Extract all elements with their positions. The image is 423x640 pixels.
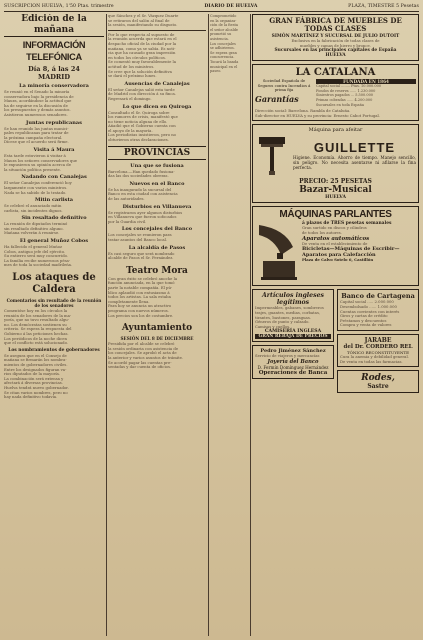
subhead: La minoría conservadora: [19, 83, 89, 89]
article-text: La reunión de diputados terminó sin resultado definitivo alguno. Mañana volverán á reunirse.: [4, 222, 68, 236]
ad-text: Cura la anemia y debilidad general. De venta en todas las farmacias.: [340, 354, 409, 364]
maquinas-sub: á plazos de TRES pesetas semanales: [302, 221, 392, 227]
column-rule: [208, 14, 209, 636]
article-text: Los concejales se reunieron para tratar asuntos del Banco local.: [108, 233, 172, 242]
article-text: El señor Canalejas salió esta tarde de Madrid con dirección á su finca. Regresará el domingo.: [108, 87, 176, 101]
ad-jimenez: [252, 345, 334, 379]
fundada-badge: FUNDADA EN 1864: [316, 79, 416, 84]
article-text: que Sánchez y el Sr. Vázquez Duarte se retiraron del salón al final de la sesión, manifestando su disgusto.: [108, 14, 179, 28]
subhead: Ausencias de Canalejas: [124, 80, 190, 87]
masthead-center: DIARIO DE HUELVA: [204, 4, 258, 9]
article-text: Se asegura que en el Consejo de mañana se firmarán los nombra- mientos de gobernadores civiles. Entre los designados figuran va- rios diputados de la mayoría. La combinación será extensa y afectará á diversas provincias. Huelva tendrá nuevo gobernador. Se citan varios nombres, pero no hay nada definitivo todavía.: [4, 353, 69, 400]
ad-muebles-sub: SIMÓN MARTÍNEZ Y SUCURSAL DE JULIO DUTOIT: [271, 34, 400, 39]
jimenez-label: Pedro Jiménez Sánchez: [260, 348, 326, 355]
article-text: Consultado el Sr. Quiroga sobre los rumores de crisis, manifestó que no tiene noticia alguna de ello. Añadió que el Gobierno cuenta con el apoyo de la mayoría. Los periodistas insistieron, pero no obtuvieron otras declaraciones.: [108, 110, 178, 143]
ad-maquinas: [252, 206, 419, 286]
ad-rodes: [337, 370, 419, 393]
article-text: Con gran éxito se celebró anoche la función anunciada, en la que tomó parte la notable compañía. El pú- blico aplaudió con entusiasmo á todos los artistas. La sala estaba completamente llena. Para hoy se anuncia un atractivo programa con nuevos números. Los precios son los de costumbre.: [108, 276, 178, 318]
ad-text: De venta en el establecimiento de: [302, 241, 368, 246]
article-text: Esta tarde estuvieron á visitar á Maura los señores conservadores que le expusieron su opinión acerca de la situación política presente.: [4, 153, 78, 172]
divider: [108, 30, 206, 31]
headline-provincias: PROVINCIAS: [108, 146, 206, 160]
dateline: Día 8, á las 24: [28, 65, 80, 73]
garantias-label: Garantías: [255, 94, 299, 105]
ad-muebles-title: GRAN FÁBRICA DE MUEBLES DE TODAS CLASES: [269, 16, 402, 33]
column-ads: [252, 14, 419, 636]
article-text: Ha fallecido el general Muñoz Cobos, antiguo jefe del ejército. Su entierro será muy concurrido. La familia recibe numerosos pésa- mes de toda la sociedad madrileña.: [4, 245, 73, 268]
bazar-title: Bazar-Musical: [299, 185, 372, 196]
bicicletas-label: Bicicletas—Máquinas de Escribir—Aparatos para Calefacción: [302, 246, 400, 259]
maquinas-title: MÁQUINAS PARLANTES: [279, 209, 392, 221]
ad-banco: [337, 289, 419, 331]
gramophone-icon: [255, 221, 299, 283]
ad-muebles-line: Sucursales en las principales capitales de España: [274, 48, 397, 54]
article-text: Comentóse hoy en los círculos la reunión de los senadores de la ma- yoría, que no tuvo resultado algu- no. Los demócratas sostienen su criterio. Se espera la respuesta del Gobierno á las peticiones hechas. Los periódicos de la noche dicen que el conflicto está solucionado.: [4, 309, 72, 346]
razor-icon: [255, 133, 289, 177]
headline-caldera: Los ataques de Caldera: [12, 272, 96, 296]
castillon-label: Plaza de Calvo Sotelo 6, Castillón: [302, 257, 374, 263]
camiseria-label: CAMISERÍA INGLESA: [264, 329, 322, 335]
subhead: SESIÓN DEL 8 DE DICIEMBRE: [120, 336, 194, 342]
hijos-label: D. Fermín Domínguez Hernández: [257, 364, 329, 370]
subhead: Nuevos en el Banco: [129, 180, 185, 187]
bazar-loc: HUELVA: [325, 195, 346, 201]
guillette-price: PRECIO: 25 PESETAS: [299, 178, 372, 186]
guillette-title: GUILLETTE: [313, 140, 396, 156]
ad-text: Exclusiva en la fabricación de todas clases de muebles y camas de hierro y bronce.: [291, 39, 380, 48]
masthead-right: PLAZA, TIMESTRE 5 Pesetas: [348, 4, 419, 9]
guillette-top: Máquina para afeitar: [308, 127, 363, 134]
catalana-title: LA CATALANA: [295, 67, 376, 79]
column-rule: [106, 14, 107, 636]
edition-title: Edición de la mañana: [4, 14, 104, 37]
guillette-desc: Higiene. Economía. Ahorro de tiempo. Manejo sencillo, sin peligro. No necesita asentarse ni afilarse la fina perfecta.: [293, 155, 416, 171]
aparatos-label: Aparatos automáticos: [302, 235, 370, 242]
operaciones-label: Operaciones de Banca: [258, 369, 328, 376]
articulos-title: Artículos ingleses legítimos: [261, 292, 325, 307]
article-text: Comprometido en la organiza- ción de la fiesta el señor alcalde prometió su asistencia. Los concejales se adhirieron. Se espera gran concurrencia. Tocará la banda municipal en el paseo.: [210, 14, 239, 74]
banco-title: Banco de Cartagena: [341, 292, 415, 301]
subhead: El general Muñoz Cobos: [19, 238, 89, 245]
article-text: Se registraron ayer algunos disturbios en Villanueva que fueron sofocados por la Guardia civil.: [108, 210, 183, 224]
ad-text: Gran surtido en discos y cilindros de todos los autores.: [302, 226, 367, 235]
place: MADRID: [38, 73, 70, 81]
masthead: [4, 2, 419, 12]
article-text: Barcelona.—Han quedado fusiona- das las dos sociedades obreras.: [108, 169, 175, 179]
article-text: Es casi seguro que será nombrado alcalde de Pasos el Sr. Fernández.: [108, 251, 175, 261]
ad-muebles: [252, 14, 419, 61]
sastre-label: Sastre: [367, 383, 389, 391]
subhead: Visita á Maura: [33, 146, 75, 153]
column-3-strip: [210, 14, 248, 636]
catalana-sub: Sociedad Española de Seguros contra Incendios á prima fija: [257, 78, 311, 92]
subhead: Lo que dicen en Quiroga: [122, 103, 192, 110]
ad-text: Servicio de viajeros y mercancías: [255, 354, 320, 359]
subhead: Los concejales del Banco: [121, 226, 193, 233]
ad-catalana: [252, 64, 419, 121]
article-text: Se reunió en el Senado la minoría conservadora bajo la presidencia de Maura, acordándose la actitud que ha de seguirse en la discusión de los presupuestos y demás asuntos. Asistieron numerosos senadores.: [4, 90, 74, 117]
gran-rebaja-label: GRAN REBAJA DE PRECIOS: [255, 334, 331, 339]
subhead: Juntas republicanas: [26, 119, 82, 126]
subhead: Una que se fusiona: [130, 162, 184, 169]
rodes-label: Rodes,: [361, 373, 395, 384]
ad-text: Dirección social: Barcelona. Rambla de Cataluña. Sub-director en HUELVA y su provincia: Ernesto Cabot Portugal.: [255, 109, 380, 118]
subhead: La alcaldía de Pasos: [128, 244, 186, 251]
article-text: Se ha inaugurado la sucursal del Banco en esta ciudad con asistencia de las autoridades.: [108, 187, 178, 202]
ads-left: [252, 289, 334, 396]
subhead: Los nombramientos de gobernadores: [8, 347, 100, 353]
cordero-label: del Dr. CORDERO REL: [343, 343, 413, 350]
ad-text: Capital social ........ Ptas. 10.000.000 Fondos de reserva ...... 1.230.000 Siniestros pagados ... 5.500.000 Primas cobradas ...... 4.200.000 Sucursales en toda España: [316, 84, 382, 107]
info-telefonica-title: INFORMACIÓN TELEFÓNICA: [22, 40, 86, 62]
article-text: Presidida por el alcalde se celebró la sesión ordinaria con asistencia de los concejales. Se aprobó el acta de la anterior y varios asuntos de trámite. Se acordó pagar las cuentas pre- sentadas y dar cuenta de oficios.: [108, 342, 184, 370]
article-text: Se celebró el anunciado mitin carlista, sin incidentes dignos.: [4, 204, 63, 213]
headline-ayuntamiento: Ayuntamiento: [121, 323, 193, 334]
tonico-label: TÓNICO RECONSTITUYENTE: [346, 349, 410, 355]
column-1: [4, 14, 104, 636]
ad-muebles-loc: HUELVA: [325, 53, 346, 59]
ad-text: Impermeables, gabanes, sombreros trajes, guantes, medias, corbatas, tirantes, bastones, paraguas. Géneros de punto y calzado. Camisas y cuellos.: [255, 306, 324, 329]
article-text: El señor Canalejas conferenció hoy largamente con varios ministros. Nada se ha sabido de lo tratado.: [4, 181, 72, 195]
subhead: Sin resaltado definitivo: [21, 215, 87, 222]
ad-articulos: [252, 289, 334, 342]
ad-guillette: [252, 124, 419, 203]
article-text: Se han reunido las juntas munici- pales republicanas para tratar de la próxima campaña electoral. Dícese que el acuerdo será firme.: [4, 126, 69, 145]
subhead: Mitin carlista: [34, 197, 74, 204]
column-rule: [250, 14, 251, 636]
ad-text: Capital social ..... 2.000.000 Desembolsado ...... 1.000.000 Cuentas corrientes con interés Giros y cartas de crédito Préstamos y descuentos Compra y venta de valores: [340, 300, 400, 328]
jarabe-title: JARABE: [364, 336, 392, 344]
ads-right: [337, 289, 419, 396]
masthead-left: SUSCRIPCION HUELVA, 1'50 Ptas. trimestre: [4, 4, 114, 9]
joyeria-label: Joyería del Banco: [267, 358, 319, 365]
ad-jarabe: [337, 334, 419, 367]
headline-teatro-mora: Teatro Mora: [126, 265, 188, 276]
subhead: Nadando con Canalejas: [21, 174, 87, 181]
subhead: Comentarios sin resultado de la reunión de los senadores: [6, 298, 102, 309]
article-text: Por lo que respecta al supuesto de la reunión acuerda que estará en el despacho oficial de la ciudad por la mañana, como ya se sabía. Es noti- cia que ha causado gran impresión en todos los círculos políticos. Se comentó muy favorablemente la actitud de los ministros. Se cree que la solución definitiva se dará el próximo lunes.: [108, 32, 177, 79]
column-2: [108, 14, 206, 636]
subhead: Disturbios en Villanueva: [122, 203, 192, 210]
